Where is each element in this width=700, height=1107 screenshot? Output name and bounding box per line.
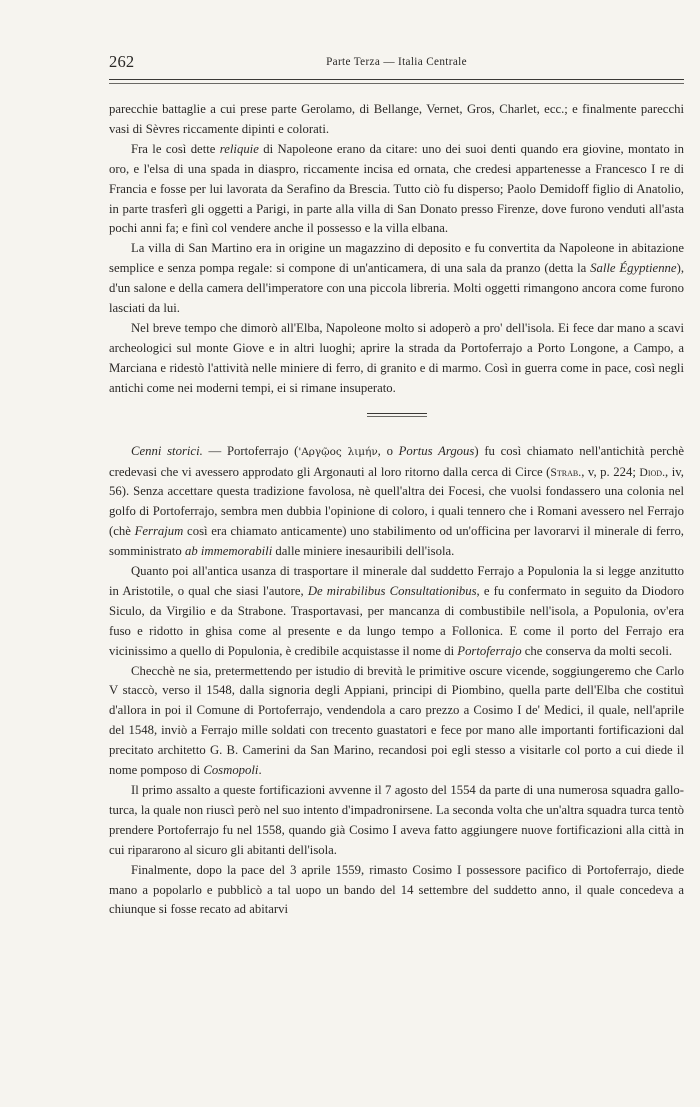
paragraph-text: , e fu confermato in seguito da Diodoro Siculo, da Virgilio e da Strabone. Trasportavasi, per mancanza di combustibile nell'isola, a Populonia, ov'era fuso e ridotto in ghisa come al presente e da lungo tempo a Follonica. E come il porto del Ferrajo era vicinissimo a quello di Populonia, è credibile acquistasse il nome di xyxy=(109,583,684,658)
paragraph xyxy=(109,562,684,662)
paragraph-text: Fra le così dette xyxy=(131,141,220,156)
section-divider xyxy=(367,413,427,417)
paragraph-text: parecchie battaglie a cui prese parte Gerolamo, di Bellange, Vernet, Gros, Charlet, ecc.; e finalmente parecchi vasi di Sèvres riccamente dipinti e colorati. xyxy=(109,102,684,136)
paragraph-text: di Napoleone erano da citare: uno dei suoi denti quando era giovine, montato in oro, e l'elsa di una spada in diaspro, riccamente incisa ed ornata, che credesi appartenesse a Francesco I re di Francia e fosse per lui lavorata da Serafino da Brescia. Tutto ciò fu disperso; Paolo Demidoff figlio di Anatolio, in parte trasferì gli oggetti a Parigi, in parte alla villa di San Donato presso Firenze, dove furono venduti all'asta pochi anni fa; e finì col vendere anche il possesso e la villa elbana. xyxy=(109,141,684,236)
section-heading: Cenni storici. xyxy=(131,443,203,458)
header-rule xyxy=(109,79,684,80)
page-number: 262 xyxy=(109,52,135,71)
paragraph-text: Nel breve tempo che dimorò all'Elba, Napoleone molto si adoperò a pro' dell'isola. Ei fece dar mano a scavi archeologici sul monte Giove e in altri luoghi; aprire la strada da Portoferrajo a Porto Longone, a Campo, a Marciana e ridestò l'attività nelle miniere di ferro, di granito e di marmo. Così in guerra come in pace, così negli antichi come nei moderni tempi, ei si rimane insuperato. xyxy=(109,320,684,395)
italic-term: Ferrajum xyxy=(134,524,184,539)
paragraph xyxy=(109,140,684,240)
citation-author: Diod. xyxy=(639,465,666,479)
book-page xyxy=(109,52,684,917)
paragraph-text: Quanto poi all'antica usanza di trasportare il minerale dal suddetto Ferrajo a Populonia la si legge anzitutto in Aristotile, o qual che siasi l'autore, xyxy=(109,564,684,598)
paragraph xyxy=(109,239,684,319)
paragraph-text: La villa di San Martino era in origine un magazzino di deposito e fu convertita da Napoleone in abitazione semplice e senza pompa regale: si compone di un'anticamera, di una sala da pranzo (detta la xyxy=(109,241,684,276)
citation-author: Strab. xyxy=(550,465,582,479)
paragraph-text: che conserva da molti secoli. xyxy=(521,643,673,658)
italic-term: Portoferrajo xyxy=(457,643,522,658)
running-title: Parte Terza — Italia Centrale xyxy=(326,56,467,68)
paragraph-text: ), d'un salone e della camera dell'imperatore con una piccola libreria. Molti oggetti rimangono ancora come furono lasciati da lui. xyxy=(109,261,684,316)
paragraph-text: Checchè ne sia, pretermettendo per istudio di brevità le primitive oscure vicende, soggiungeremo che Carlo V staccò, verso il 1548, dalla signoria degli Appiani, principi di Piombino, quella parte dell'Elba che costituì d'allora in poi il Comune di Portoferrajo, vendendola a caro prezzo a Cosimo I de' Medici, il quale, nell'aprile del 1548, inviò a Ferrajo mille soldati con trecento guastatori e fece por mano alle importanti fortificazioni dal precitato architetto G. B. Camerini da San Marino, recandosi poi egli stesso a visitarle col porto a cui diede il nome pomposo di xyxy=(109,663,684,778)
paragraph xyxy=(109,662,684,781)
paragraph-text: — Portoferrajo ( xyxy=(202,443,299,458)
paragraph xyxy=(109,100,684,140)
italic-term: Portus Argous xyxy=(398,443,475,458)
paragraph-text: Il primo assalto a queste fortificazioni avvenne il 7 agosto del 1554 da parte di una numerosa squadra gallo-turca, la quale non riuscì però nel suo intento d'impadronirsene. La seconda volta che un'altra squadra turca tentò prendere Portoferrajo fu nel 1558, quando già Cosimo I aveva fatto aggiungere nuove fortificazioni alla città in cui ripararono al sicuro gli abitanti dell'isola. xyxy=(109,783,684,857)
paragraph-text: , o xyxy=(377,443,399,458)
italic-term: Salle Égyptienne xyxy=(590,261,677,276)
paragraph xyxy=(109,781,684,861)
italic-term: reliquie xyxy=(219,141,259,156)
paragraph-text: , iv, 56). Senza accettare questa tradizione favolosa, nè quell'altra dei Focesi, che vuolsi fondassero una colonia nel golfo di Portoferrajo, sembra men dubbia l'opinione di coloro, i quali tennero che i Romani avessero nel Ferrajo (chè xyxy=(109,464,684,539)
header-rule-thin xyxy=(109,83,684,84)
greek-text: 'Αργῷος λιμήν xyxy=(298,445,378,458)
paragraph xyxy=(109,319,684,399)
page-body xyxy=(109,100,684,920)
italic-term: De mirabilibus Consultationibus xyxy=(307,583,477,598)
paragraph-text: ) fu così chiamato nell'antichità perchè credevasi che vi avessero approdato gli Argonauti al loro ritorno dalla cerca di Circe ( xyxy=(109,443,684,479)
paragraph xyxy=(109,861,684,921)
paragraph xyxy=(109,442,684,562)
paragraph-text: dalle miniere inesauribili dell'isola. xyxy=(272,544,455,559)
italic-term: ab immemorabili xyxy=(184,544,273,559)
italic-term: Cosmopoli xyxy=(203,763,259,778)
page-header xyxy=(109,52,684,74)
paragraph-text: , v, p. 224; xyxy=(581,464,640,479)
paragraph-text: Finalmente, dopo la pace del 3 aprile 1559, rimasto Cosimo I possessore pacifico di Portoferrajo, diede mano a popolarlo e pubblicò a tal uopo un bando del 14 settembre del suddetto anno, il quale concedeva a chiunque si fosse recato ad abitarvi xyxy=(109,862,684,917)
paragraph-text: . xyxy=(258,763,262,778)
paragraph-text: così era chiamato anticamente) uno stabilimento od un'officina per lavorarvi il minerale di ferro, somministrato xyxy=(109,524,684,559)
